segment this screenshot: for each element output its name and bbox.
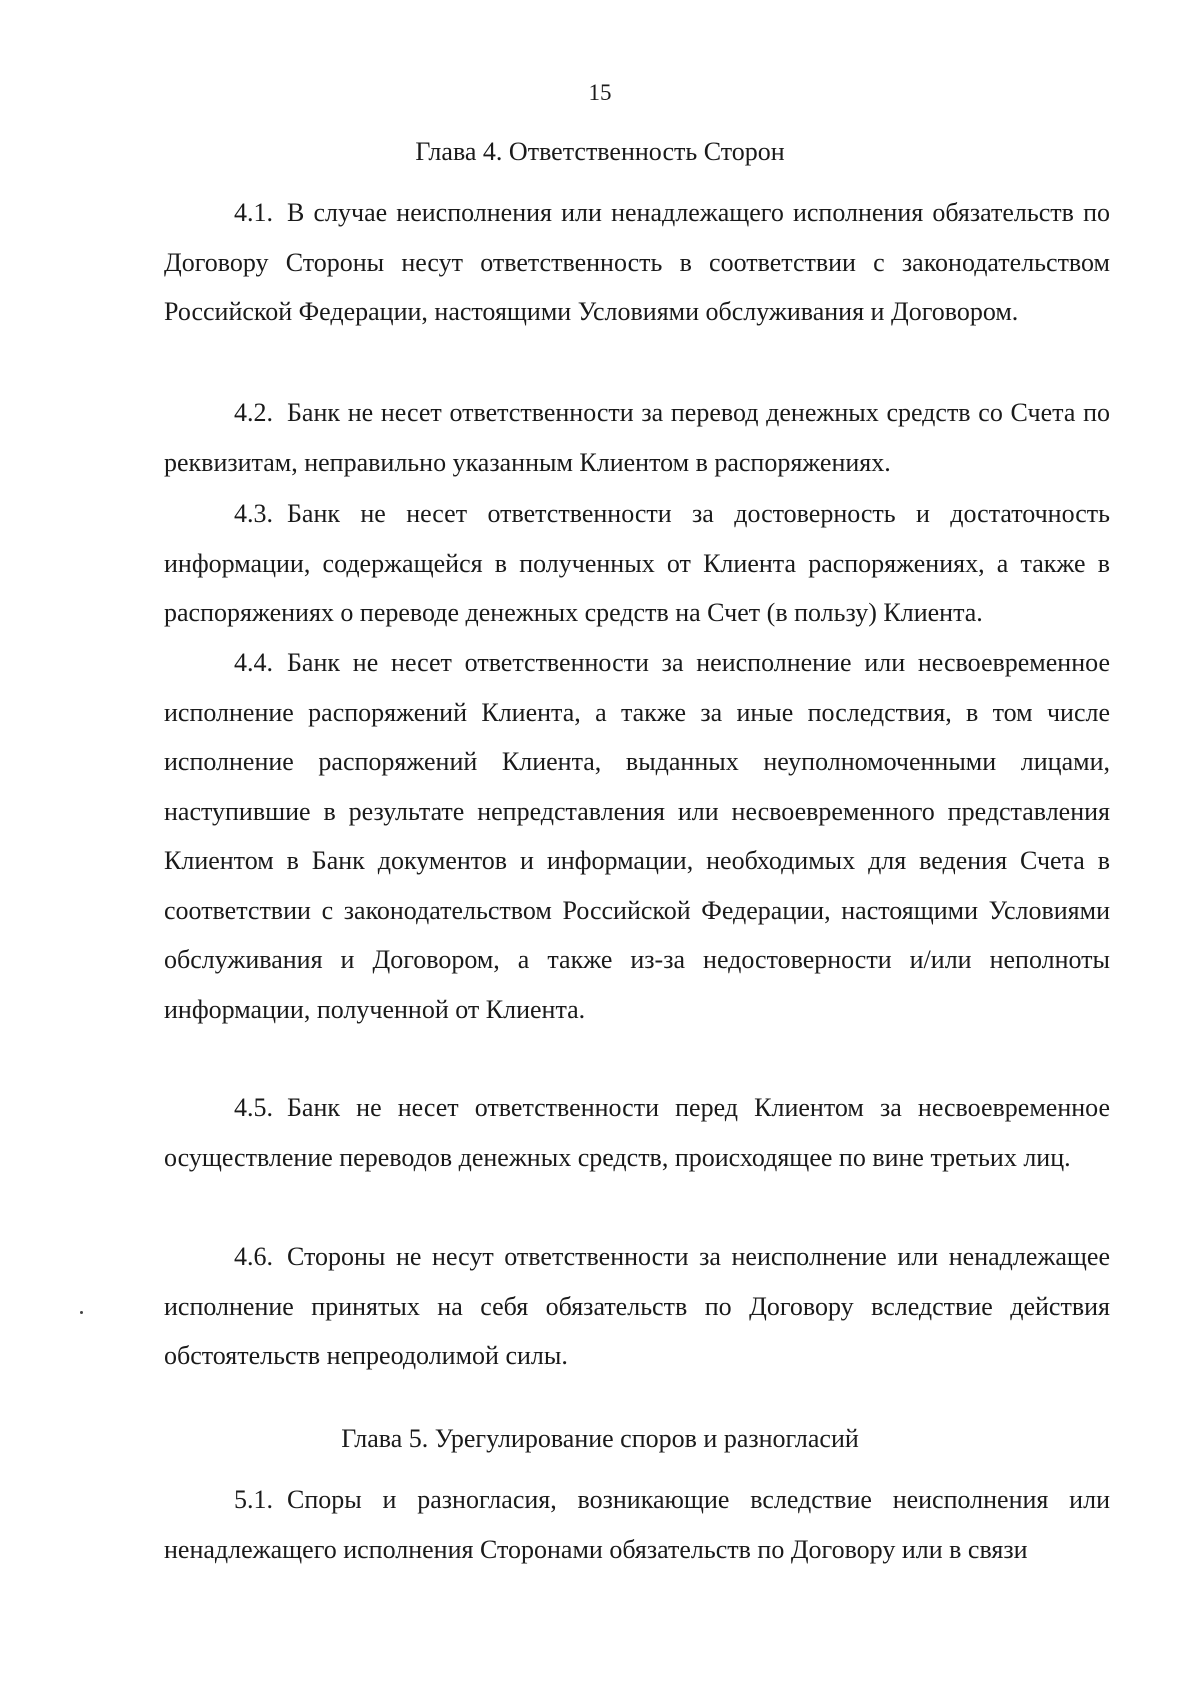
paragraph-text: Споры и разногласия, возникающие вследствие неисполнения или ненадлежащего исполнения Сторонами обязательств по Договору или в связи	[164, 1485, 1110, 1564]
chapter-4-title: Глава 4. Ответственность Сторон	[415, 137, 785, 166]
paragraph-text: В случае неисполнения или ненадлежащего исполнения обязательств по Договору Стороны несут ответственность в соответствии с законодательством Российской Федерации, настоящими Условиями обслуживания и Договором.	[164, 198, 1110, 326]
paragraph-number: 5.1.	[234, 1485, 273, 1514]
paragraph-number: 4.2.	[234, 398, 273, 427]
paragraph-number: 4.4.	[234, 648, 273, 677]
paragraph-number: 4.3.	[234, 499, 273, 528]
chapter-5-title: Глава 5. Урегулирование споров и разногласий	[341, 1424, 859, 1453]
paragraph-number: 4.6.	[234, 1242, 273, 1271]
paragraph-5-1	[164, 1475, 1110, 1574]
paragraph-4-5	[164, 1083, 1110, 1182]
paragraph-text: Банк не несет ответственности за перевод денежных средств со Счета по реквизитам, неправильно указанным Клиентом в распоряжениях.	[164, 398, 1110, 477]
scan-speck	[80, 1311, 83, 1314]
paragraph-number: 4.5.	[234, 1093, 273, 1122]
paragraph-4-1	[164, 188, 1110, 337]
paragraph-text: Банк не несет ответственности за неисполнение или несвоевременное исполнение распоряжений Клиента, а также за иные последствия, в том числе исполнение распоряжений Клиента, выданных неуполномоченными лицами, наступившие в результате непредставления или несвоевременного представления Клиентом в Банк документов и информации, необходимых для ведения Счета в соответствии с законодательством Российской Федерации, настоящими Условиями обслуживания и Договором, а также из-за недостоверности и/или неполноты информации, полученной от Клиента.	[164, 648, 1110, 1024]
paragraph-4-2	[164, 388, 1110, 487]
paragraph-text: Банк не несет ответственности за достоверность и достаточность информации, содержащейся в полученных от Клиента распоряжениях, а также в распоряжениях о переводе денежных средств на Счет (в пользу) Клиента.	[164, 499, 1110, 627]
paragraph-text: Банк не несет ответственности перед Клиентом за несвоевременное осуществление переводов денежных средств, происходящее по вине третьих лиц.	[164, 1093, 1110, 1172]
page-number: 15	[588, 80, 612, 105]
paragraph-number: 4.1.	[234, 198, 273, 227]
paragraph-4-6	[164, 1232, 1110, 1381]
paragraph-4-3	[164, 489, 1110, 638]
paragraph-4-4	[164, 638, 1110, 1034]
paragraph-text: Стороны не несут ответственности за неисполнение или ненадлежащее исполнение принятых на себя обязательств по Договору вследствие действия обстоятельств непреодолимой силы.	[164, 1242, 1110, 1370]
